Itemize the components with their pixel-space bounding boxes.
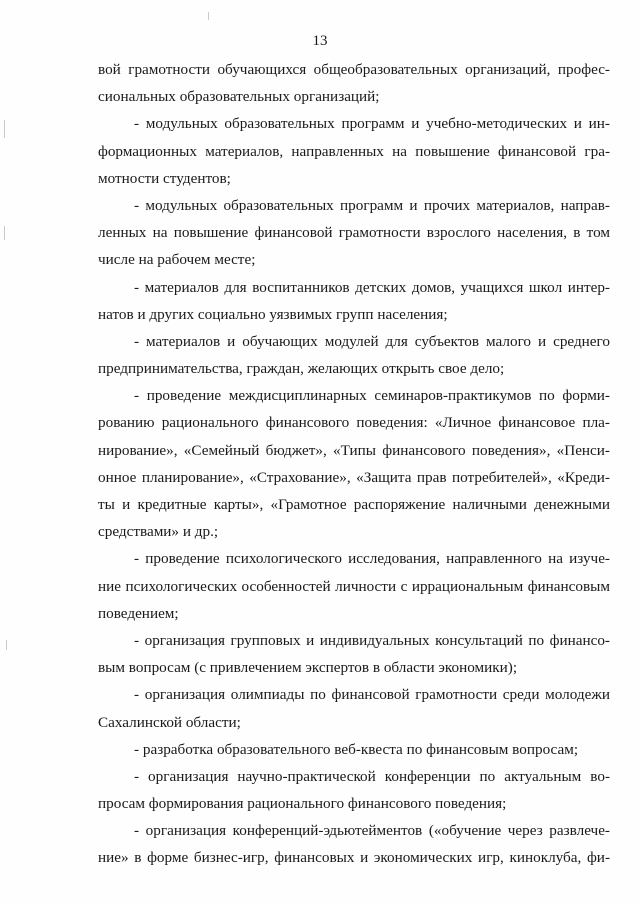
text-line: нирование», «Семейный бюджет», «Типы финансового поведения», «Пенси- [98,441,610,459]
list-item [98,817,610,871]
text-line: ты и кредитные карты», «Грамотное распоряжение наличными денежными [98,496,610,513]
text-line: просам формирования рационального финансового поведения; [98,795,507,813]
text-line: - разработка образовательного веб-квеста по финансовым вопросам; [134,740,579,758]
list-item [98,736,610,763]
text-line: поведением; [98,604,179,622]
text-line: рованию рационального финансового поведения: «Личное финансовое пла- [98,414,610,432]
text-line: - организация научно-практической конференции по актуальным во- [134,767,610,785]
list-item [98,763,610,817]
list-item [98,192,610,274]
text-line: сиональных образовательных организаций; [98,88,380,106]
text-line: - модульных образовательных программ и учебно-методических и ин- [134,115,610,133]
text-line: - организация групповых и индивидуальных консультаций по финансо- [134,631,610,649]
text-line: ленных на повышение финансовой грамотности взрослого населения, в том [98,224,610,242]
text-line: формационных материалов, направленных на повышение финансовой гра- [98,142,610,160]
text-line: - проведение междисциплинарных семинаров-практикумов по форми- [134,387,610,405]
list-item [98,627,610,681]
list-item [98,274,610,328]
scan-artifact-left-3 [6,640,7,650]
list-item [98,110,610,192]
text-line: числе на рабочем месте; [98,251,256,269]
list-item [98,681,610,735]
scan-artifact-left-1 [4,120,5,138]
text-line: - проведение психологического исследования, направленного на изуче- [134,550,610,568]
list-item [98,328,610,382]
text-line: ние психологических особенностей личности с иррациональным финансовым [98,577,610,595]
text-line: мотности студентов; [98,169,231,187]
text-line: вой грамотности обучающихся общеобразовательных организаций, профес- [98,61,610,78]
text-line: - материалов и обучающих модулей для субъектов малого и среднего [134,332,610,350]
text-line: - организация олимпиады по финансовой грамотности среди молодежи [134,686,610,704]
body-text [98,56,610,872]
text-line: вым вопросам (с привлечением экспертов в области экономики); [98,659,518,677]
text-line: - организация конференций-эдьютейментов («обучение через развлече- [134,822,610,840]
paragraph [98,56,610,110]
text-line: - материалов для воспитанников детских домов, учащихся школ интер- [134,278,610,296]
text-line: средствами» и др.; [98,523,219,541]
text-line: предпринимательства, граждан, желающих открыть свое дело; [98,360,505,378]
text-line: онное планирование», «Страхование», «Защита прав потребителей», «Креди- [98,468,610,486]
text-line: ние» в форме бизнес-игр, финансовых и экономических игр, киноклуба, фи- [98,849,610,867]
list-item [98,382,610,545]
scan-artifact-top [208,12,209,20]
text-line: - модульных образовательных программ и прочих материалов, направ- [134,196,610,214]
scan-artifact-left-2 [4,226,5,240]
text-line: Сахалинской области; [98,713,241,731]
list-item [98,545,610,627]
text-line: натов и других социально уязвимых групп населения; [98,305,448,323]
page-number: 13 [312,33,328,49]
